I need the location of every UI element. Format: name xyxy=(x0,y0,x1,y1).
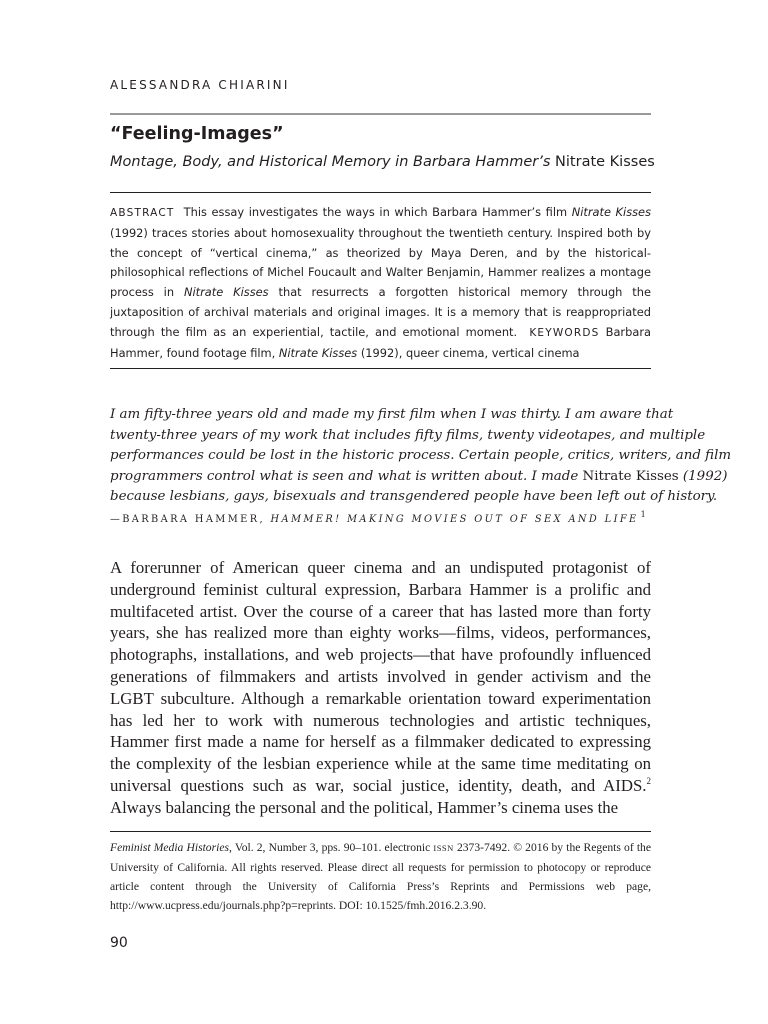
page-number: 90 xyxy=(110,935,128,951)
abstract-text: (1992) traces stories about homosexuality throughout the twentieth century. Inspired both by the concept of “vertical cinema,” as theorized by Maya Deren, and by the historical-philosophical reflections of Michel Foucault and Walter Benjamin, Hammer realizes a montage process in xyxy=(110,225,651,300)
footnote-marker: 2 xyxy=(646,775,651,786)
publication-footnote xyxy=(110,838,651,915)
epigraph-line: because lesbians, gays, bisexuals and transgendered people have been left out of history. xyxy=(110,489,718,505)
epigraph-text: (1992) xyxy=(678,468,728,484)
article-subtitle xyxy=(110,154,655,170)
abstract-text: This essay investigates the ways in which Barbara Hammer’s film xyxy=(183,205,572,219)
body-text: A forerunner of American queer cinema and an undisputed protagonist of underground feminist cultural expression, Barbara Hammer is a prolific and multifaceted artist. Over the course of a career that has lasted more than forty years, she has realized more than eighty works—films, videos, performances, photographs, installations, and web projects—that have profoundly influenced generations of filmmakers and artists involved in gender activism and the LGBT subculture. Although a remarkable orientation toward experimentation has led her to work with numerous technologies and artistic techniques, Hammer first made a name for herself as a filmmaker dedicated to expressing the complexity of the lesbian experience while at the same time meditating on universal questions such as war, social justice, identity, death, and AIDS. xyxy=(110,558,651,795)
abstract xyxy=(110,203,651,363)
footnote-rule xyxy=(110,831,651,832)
abstract-top-rule xyxy=(110,192,651,193)
keywords-text: (1992), queer cinema, vertical cinema xyxy=(357,345,580,360)
attribution-book: HAMMER! MAKING MOVIES OUT OF SEX AND LIFE xyxy=(270,514,639,525)
epigraph-line: performances could be lost in the historic process. Certain people, critics, writers, and film xyxy=(110,448,732,464)
epigraph-attribution xyxy=(110,510,646,525)
subtitle-film-title: Nitrate Kisses xyxy=(550,154,655,170)
epigraph-line: I am fifty-three years old and made my first film when I was thirty. I am aware that xyxy=(110,407,674,422)
article-title: “Feeling-Images” xyxy=(110,124,284,144)
abstract-film-title: Nitrate Kisses xyxy=(571,205,652,219)
epigraph-text: programmers control what is seen and what is written about. I made xyxy=(110,468,583,484)
abstract-text: that resurrects a forgotten historical memory through the juxtaposition of archival materials and original images. It is a memory that is reappropriated through the film as an experiential, tactile, and emotional moment. xyxy=(110,285,651,339)
body-text: Always balancing the personal and the political, Hammer’s cinema uses the xyxy=(110,797,619,817)
epigraph xyxy=(110,405,732,508)
attribution-author: BARBARA HAMMER, xyxy=(122,514,271,525)
abstract-film-title: Nitrate Kisses xyxy=(183,285,269,300)
abstract-label: ABSTRACT xyxy=(110,207,175,219)
footnote-marker: 1 xyxy=(640,510,646,519)
attribution-dash: — xyxy=(110,514,123,525)
journal-name: Feminist Media Histories xyxy=(110,841,229,854)
issn-label: ISSN xyxy=(433,843,454,853)
abstract-bottom-rule xyxy=(110,368,651,369)
footnote-text: 2373-7492. © 2016 by the Regents of the University of California. All rights reserved. Please direct all requests for permission to photocopy or reproduce article content through the University of California Press’s Reprints and Permissions web page, http://www.ucpress.edu/journals.php?p=reprints. DOI: 10.1525/fmh.2016.2.3.90. xyxy=(110,841,651,912)
keywords-label: KEYWORDS xyxy=(529,326,600,339)
header-rule xyxy=(110,113,651,115)
keywords-film-title: Nitrate Kisses xyxy=(278,345,358,360)
epigraph-line: twenty-three years of my work that includes fifty films, twenty videotapes, and multiple xyxy=(110,427,706,443)
epigraph-line xyxy=(110,467,728,488)
footnote-text: , Vol. 2, Number 3, pps. 90–101. electronic xyxy=(229,841,434,854)
author-name: ALESSANDRA CHIARINI xyxy=(110,78,290,92)
epigraph-film-title: Nitrate Kisses xyxy=(582,468,679,484)
subtitle-italic: Montage, Body, and Historical Memory in Barbara Hammer’s xyxy=(110,154,551,170)
keywords-text: Barbara Hammer, found footage film, xyxy=(110,324,651,360)
body-paragraph xyxy=(110,557,651,819)
